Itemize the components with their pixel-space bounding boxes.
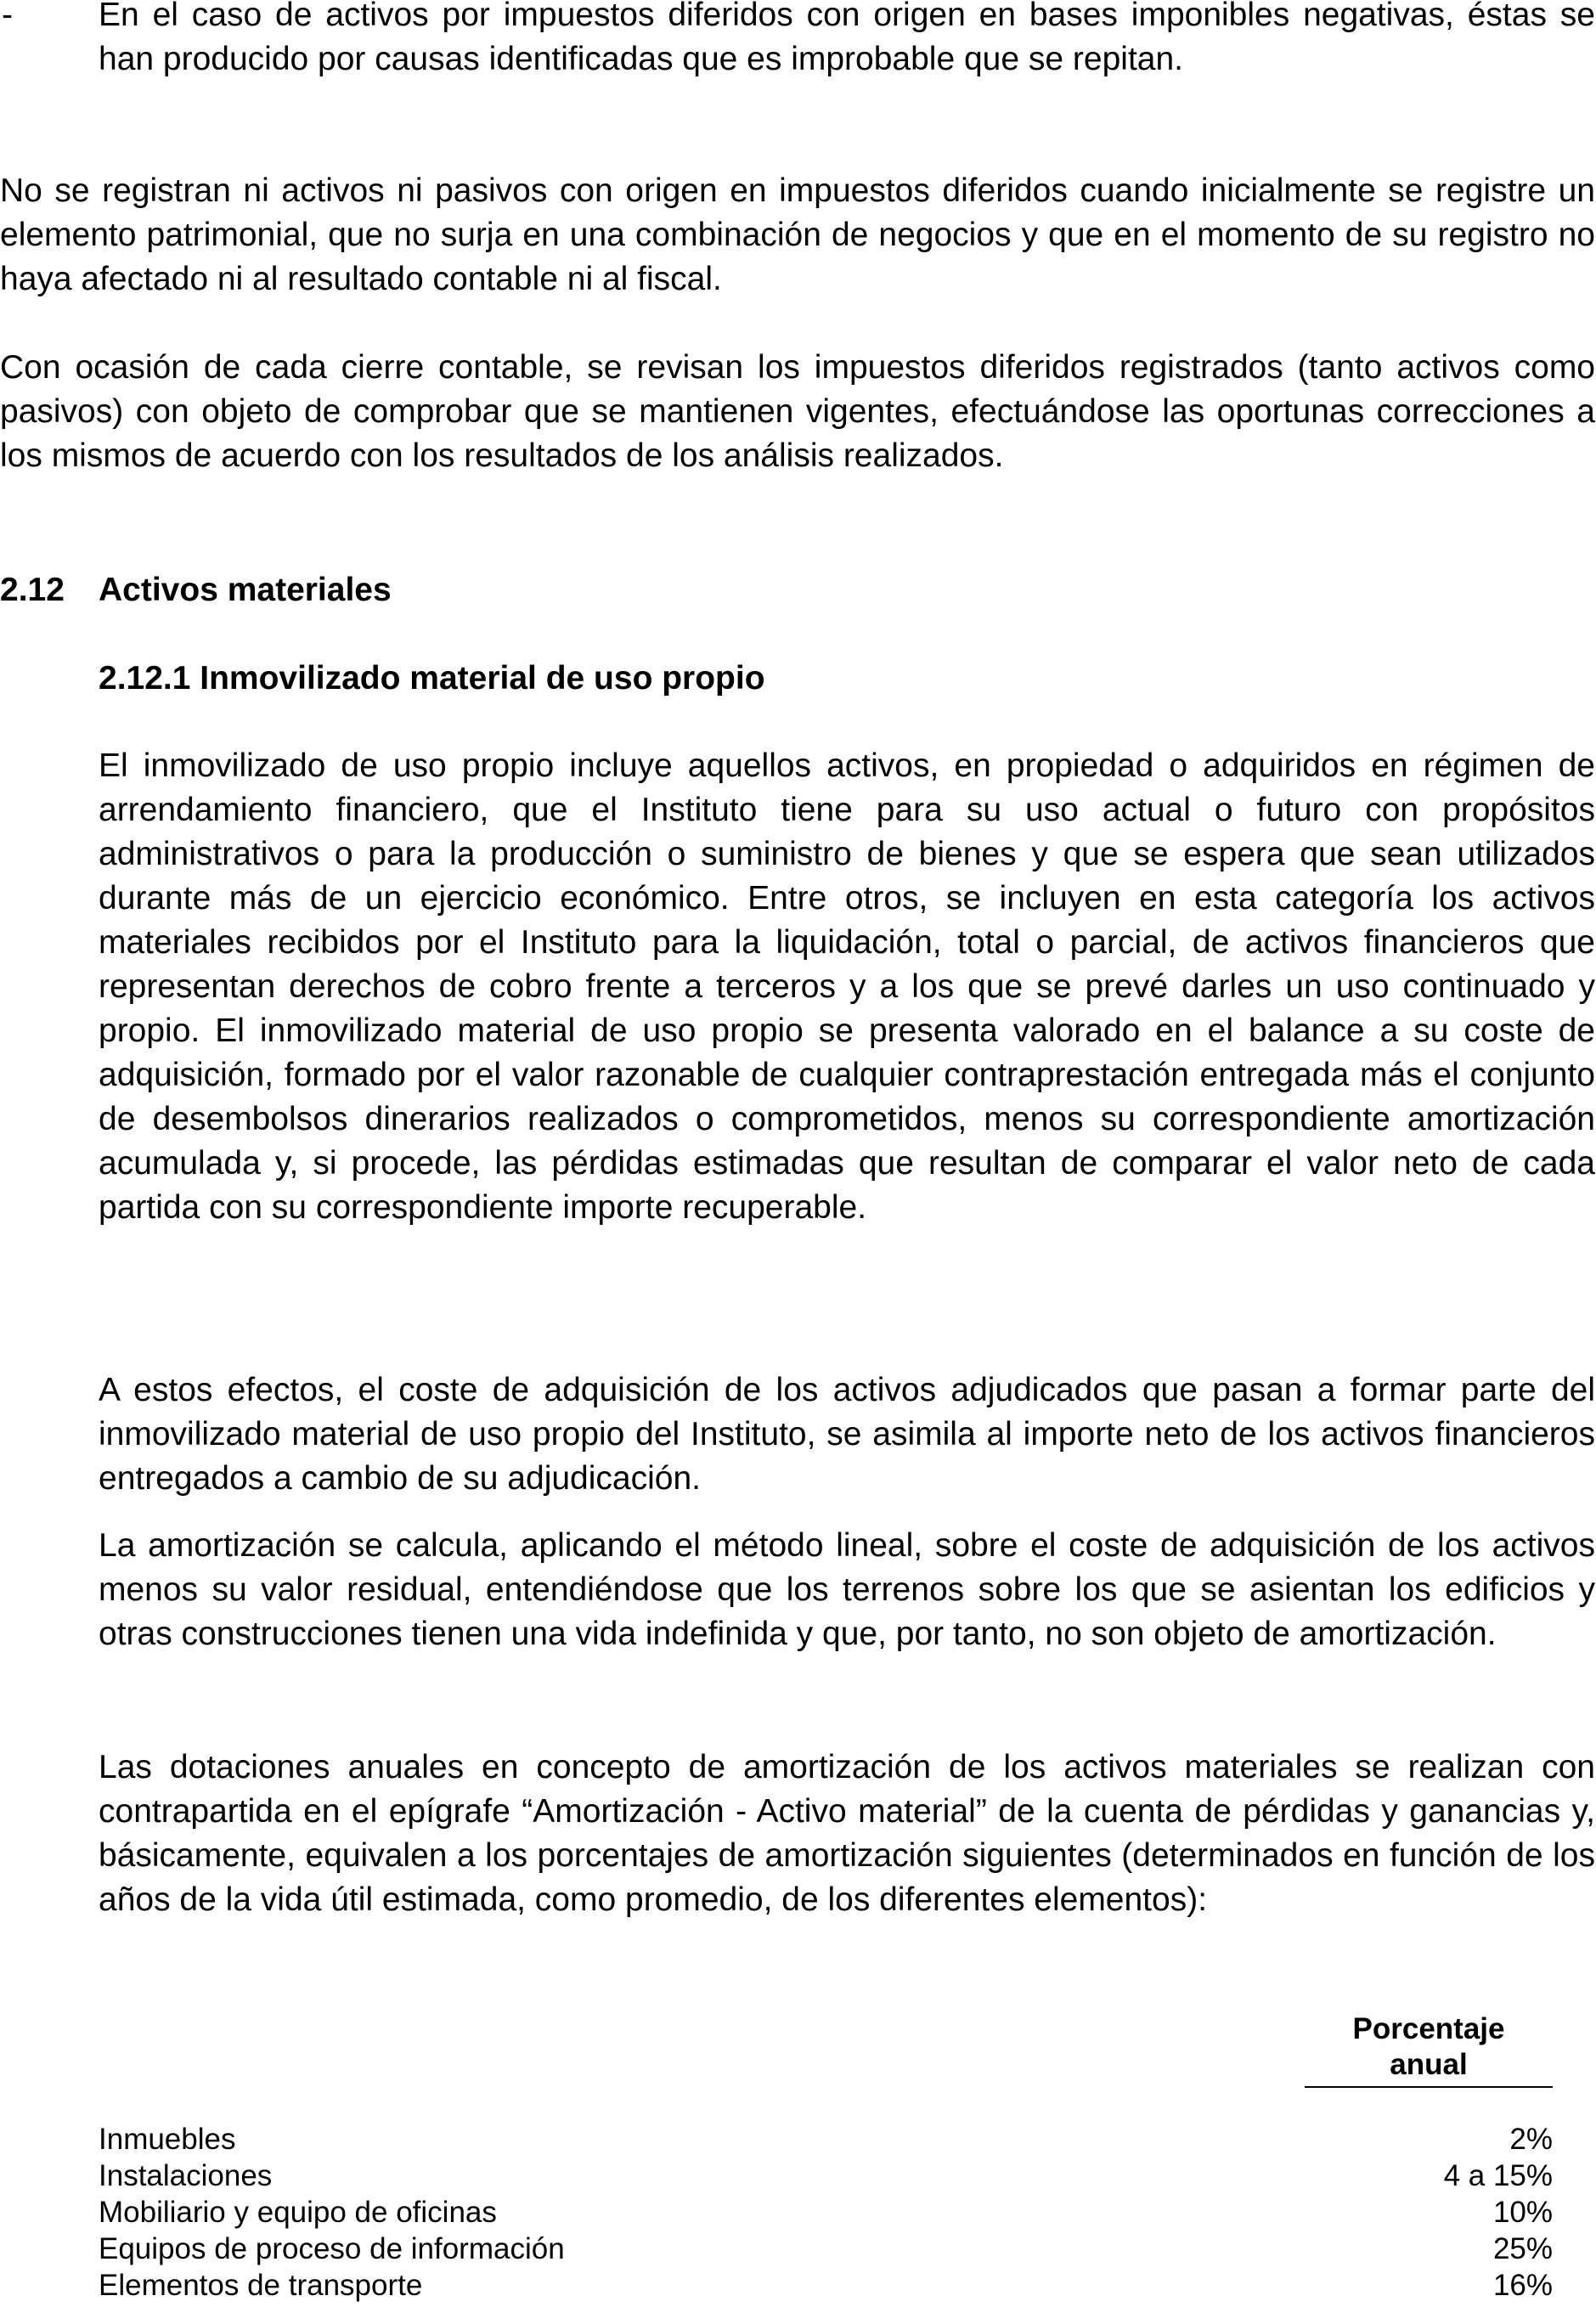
- amortization-rates-table: [99, 2011, 1553, 2307]
- section-heading: [0, 568, 392, 612]
- row-value: 2%: [1509, 2123, 1553, 2156]
- row-value: 25%: [1492, 2232, 1553, 2265]
- row-label: Equipos de proceso de información: [99, 2232, 565, 2265]
- table-row: [99, 2122, 1553, 2158]
- row-label: Inmuebles: [99, 2123, 236, 2156]
- row-value: 10%: [1492, 2196, 1553, 2229]
- row-value: 16%: [1492, 2269, 1553, 2302]
- table-row: [99, 2195, 1553, 2231]
- paragraph-acquisition-cost: A estos efectos, el coste de adquisición de los activos adjudicados que pasan a formar parte del inmovilizado material de uso propio del Instituto, se asimila al importe neto de los activos financieros entregados a cambio de su adjudicación.: [99, 1372, 1595, 1497]
- table-row: [99, 2158, 1553, 2194]
- paragraph-deferred-tax-review: Con ocasión de cada cierre contable, se revisan los impuestos diferidos registrados (tanto activos como pasivos) con objeto de comprobar que se mantienen vigentes, efectuándose las oportunas correcciones a los mismos de acuerdo con los resultados de los análisis realizados.: [0, 349, 1595, 474]
- subsection-heading: 2.12.1 Inmovilizado material de uso propio: [99, 660, 765, 697]
- bullet-text: En el caso de activos por impuestos diferidos con origen en bases imponibles negativas, éstas se han producido por causas identificadas que es improbable que se repitan.: [99, 0, 1595, 77]
- header-underline: [1305, 2086, 1553, 2088]
- paragraph-annual-amortization: Las dotaciones anuales en concepto de amortización de los activos materiales se realizan con contrapartida en el epígrafe “Amortización - Activo material” de la cuenta de pérdidas y ganancias y, básicamente, equivalen a los porcentajes de amortización siguientes (determinados en función de los años de la vida útil estimada, como promedio, de los diferentes elementos):: [99, 1749, 1595, 1918]
- paragraph-own-use-assets: El inmovilizado de uso propio incluye aquellos activos, en propiedad o adquiridos en régimen de arrendamiento financiero, que el Instituto tiene para su uso actual o futuro con propósitos administrativos o para la producción o suministro de bienes y que se espera que sean utilizados durante más de un ejercicio económico. Entre otros, se incluyen en esta categoría los activos materiales recibidos por el Instituto para la liquidación, total o parcial, de activos financieros que representan derechos de cobro frente a terceros y a los que se prevé darles un uso continuado y propio. El inmovilizado material de uso propio se presenta valorado en el balance a su coste de adquisición, formado por el valor razonable de cualquier contraprestación entregada más el conjunto de desembolsos dinerarios realizados o comprometidos, menos su correspondiente amortización acumulada y, si procede, las pérdidas estimadas que resultan de comparar el valor neto de cada partida con su correspondiente importe recuperable.: [99, 747, 1595, 1226]
- paragraph-deferred-tax-recognition: No se registran ni activos ni pasivos con origen en impuestos diferidos cuando inicialmente se registre un elemento patrimonial, que no surja en una combinación de negocios y que en el momento de su registro no haya afectado ni al resultado contable ni al fiscal.: [0, 172, 1595, 297]
- row-value: 4 a 15%: [1443, 2159, 1553, 2192]
- table-header-percentage: [1305, 2011, 1553, 2083]
- header-line-2: anual: [1390, 2048, 1468, 2081]
- row-label: Elementos de transporte: [99, 2269, 423, 2302]
- section-number: 2.12: [0, 572, 65, 608]
- table-row: [99, 2231, 1553, 2267]
- header-line-1: Porcentaje: [1352, 2012, 1505, 2045]
- bullet-dash: -: [2, 0, 13, 33]
- section-title: Activos materiales: [99, 572, 392, 608]
- row-label: Mobiliario y equipo de oficinas: [99, 2196, 497, 2229]
- table-row: [99, 2268, 1553, 2304]
- row-label: Instalaciones: [99, 2159, 273, 2192]
- paragraph-amortization-method: La amortización se calcula, aplicando el método lineal, sobre el coste de adquisición de los activos menos su valor residual, entendiéndose que los terrenos sobre los que se asientan los edificios y otras construcciones tienen una vida indefinida y que, por tanto, no son objeto de amortización.: [99, 1527, 1595, 1652]
